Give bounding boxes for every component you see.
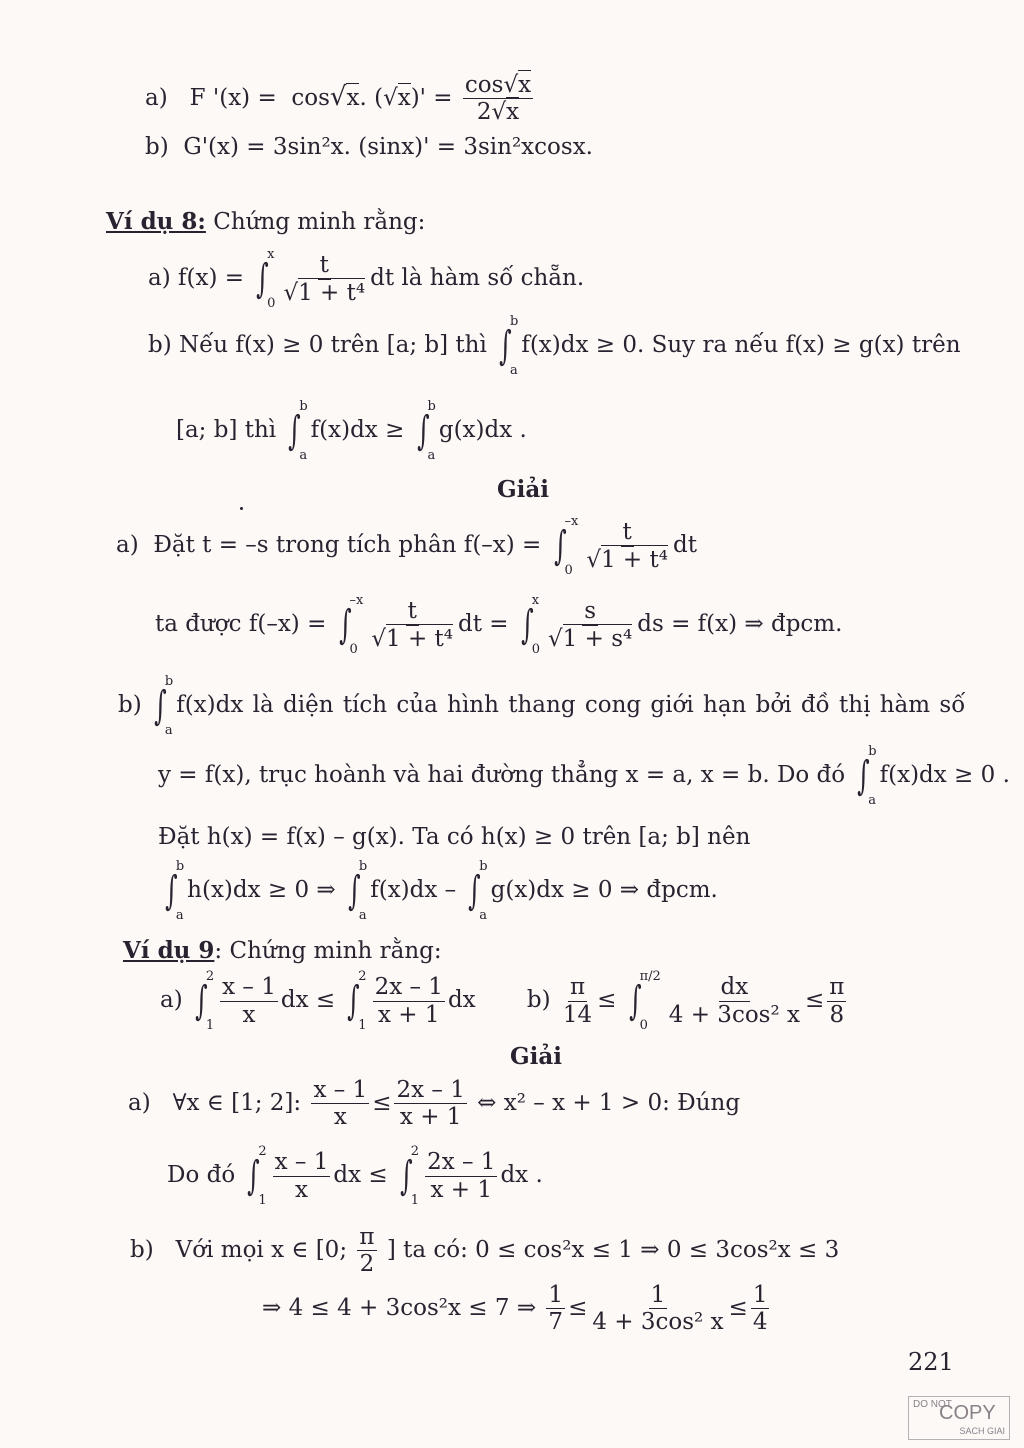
integral: ∫ –x 0 bbox=[338, 593, 364, 657]
fraction: $\frac{x - 1}{x}$ bbox=[313, 1077, 368, 1131]
integral: ∫ b a bbox=[499, 314, 519, 378]
solution-8b: b) ∫ b a f(x)dx là diện tích của hình thang cong giới hạn bởi đồ thị hàm số bbox=[118, 674, 966, 738]
fraction: $\frac{\pi}{8}$ bbox=[829, 974, 845, 1028]
integral: ∫ b a bbox=[416, 399, 436, 463]
integral: ∫ 2 1 bbox=[347, 969, 367, 1033]
example-8-heading bbox=[106, 210, 425, 234]
integral: ∫ b a bbox=[154, 674, 174, 738]
line-b-derivative: b) G'(x) = 3sin²x. (sinx)' = 3sin²xcosx. bbox=[145, 134, 593, 160]
solution-9a-cont: Do đó ∫ 2 1 $\frac{x - 1}{x}$ dx ≤ ∫ 2 1 $\frac{2x - 1}{x + 1}$ dx . bbox=[167, 1144, 543, 1208]
integral: ∫ x 0 bbox=[521, 593, 541, 657]
integral: ∫ b a bbox=[468, 859, 488, 923]
integral: ∫ –x 0 bbox=[553, 514, 579, 578]
example-8-title: Ví dụ 8: bbox=[106, 208, 206, 235]
fraction: $\frac{x - 1}{x}$ bbox=[222, 974, 276, 1028]
solution-8b-line3: Đặt h(x) = f(x) – g(x). Ta có h(x) ≥ 0 trên [a; b] nên bbox=[158, 824, 751, 850]
integral: ∫ 2 1 bbox=[400, 1144, 420, 1208]
example-9-title: Ví dụ 9 bbox=[123, 937, 215, 964]
solution-heading-2: Giải bbox=[510, 1043, 563, 1070]
fraction: $\frac{\pi}{14}$ bbox=[562, 974, 593, 1028]
fraction: $\frac{s}{\text{√1 + s⁴}}$ bbox=[548, 598, 633, 652]
integral: ∫ b a bbox=[857, 744, 877, 808]
integral: ∫ π/2 0 bbox=[628, 969, 661, 1033]
solution-9b: b) Với mọi x ∈ [0; $\frac{\pi}{2}$ ] ta có: 0 ≤ cos²x ≤ 1 ⇒ 0 ≤ 3cos²x ≤ 3 bbox=[130, 1224, 840, 1278]
fraction: $\frac{\pi}{2}$ bbox=[359, 1224, 375, 1278]
watermark-logo: DO NOT COPY SACH GIAI bbox=[908, 1396, 1010, 1440]
fraction: $\frac{2x - 1}{x + 1}$ bbox=[396, 1077, 465, 1131]
label: a) bbox=[145, 84, 168, 111]
fraction: $\frac{dx}{\text{4 + 3cos² x}}$ bbox=[668, 974, 800, 1028]
example-8a: a) f(x) = ∫ x 0 $\frac{t}{\text{√1 + t⁴}}$ dt là hàm số chẵn. bbox=[148, 247, 585, 311]
fraction: $\frac{\cos√x}{2√x}$ bbox=[464, 72, 532, 126]
example-8b: b) Nếu f(x) ≥ 0 trên [a; b] thì ∫ b a f(x)dx ≥ 0. Suy ra nếu f(x) ≥ g(x) trên bbox=[148, 314, 961, 378]
solution-9a: a) ∀x ∈ [1; 2]: $\frac{x - 1}{x}$ ≤ $\frac{2x - 1}{x + 1}$ ⇔ x² – x + 1 > 0: Đúng bbox=[128, 1077, 741, 1131]
integral: ∫ 2 1 bbox=[195, 969, 215, 1033]
example-9-statements: a) ∫ 2 1 $\frac{x - 1}{x}$ dx ≤ ∫ 2 1 $\frac{2x - 1}{x + 1}$ dx b) $\frac{\pi}{14}$ ≤ ∫ π/2 0 $\frac{dx}{\text{4 + 3cos² x}}$ ≤ $\frac{\pi}{8}$ bbox=[160, 969, 845, 1033]
fraction: $\frac{1}{7}$ bbox=[548, 1282, 564, 1336]
example-8b-cont: [a; b] thì ∫ b a f(x)dx ≥ ∫ b a g(x)dx . bbox=[176, 399, 527, 463]
fraction: $\frac{1}{4}$ bbox=[752, 1282, 768, 1336]
solution-8a-cont: ta được f(–x) = ∫ –x 0 $\frac{t}{\text{√1 + t⁴}}$ dt = ∫ x 0 $\frac{s}{\text{√1 + s⁴}}$ ds = f(x) ⇒ đpcm. bbox=[155, 593, 843, 657]
fraction: $\frac{2x - 1}{x + 1}$ bbox=[374, 974, 443, 1028]
example-9-heading bbox=[123, 939, 442, 963]
integral: ∫ b a bbox=[348, 859, 368, 923]
example-9-intro: : Chứng minh rằng: bbox=[214, 938, 442, 964]
fraction: $\frac{x - 1}{x}$ bbox=[274, 1149, 329, 1203]
line-a-derivative: a) F '(x) = cos√x. (√x)' = $\frac{\cos√x}{2√x}$ bbox=[145, 72, 532, 126]
fraction: $\frac{t}{\text{√1 + t⁴}}$ bbox=[371, 598, 454, 652]
solution-8b-line2: y = f(x), trục hoành và hai đường thẳng x = a, x = b. Do đó ∫ b a f(x)dx ≥ 0 . bbox=[158, 744, 1010, 808]
integral: ∫ x 0 bbox=[256, 247, 276, 311]
integral: ∫ b a bbox=[165, 859, 185, 923]
example-8-intro: Chứng minh rằng: bbox=[213, 209, 426, 235]
fraction: $\frac{t}{\text{√1 + t⁴}}$ bbox=[283, 252, 366, 306]
fraction: $\frac{1}{\text{4 + 3cos² x}}$ bbox=[592, 1282, 724, 1336]
ink-dot bbox=[240, 507, 243, 510]
integral: ∫ 2 1 bbox=[247, 1144, 267, 1208]
fraction: $\frac{2x - 1}{x + 1}$ bbox=[427, 1149, 496, 1203]
integral: ∫ b a bbox=[288, 399, 308, 463]
solution-8a: a) Đặt t = –s trong tích phân f(–x) = ∫ –x 0 $\frac{t}{\text{√1 + t⁴}}$ dt bbox=[116, 514, 697, 578]
solution-9b-cont: ⇒ 4 ≤ 4 + 3cos²x ≤ 7 ⇒ $\frac{1}{7}$ ≤ $\frac{1}{\text{4 + 3cos² x}}$ ≤ $\frac{1}{4}$ bbox=[262, 1282, 768, 1336]
fraction: $\frac{t}{\text{√1 + t⁴}}$ bbox=[586, 519, 668, 573]
solution-8b-line4: ∫ b a h(x)dx ≥ 0 ⇒ ∫ b a f(x)dx – ∫ b a g(x)dx ≥ 0 ⇒ đpcm. bbox=[160, 860, 718, 922]
page-number: 221 bbox=[908, 1348, 954, 1376]
solution-heading-1: Giải bbox=[497, 476, 550, 503]
